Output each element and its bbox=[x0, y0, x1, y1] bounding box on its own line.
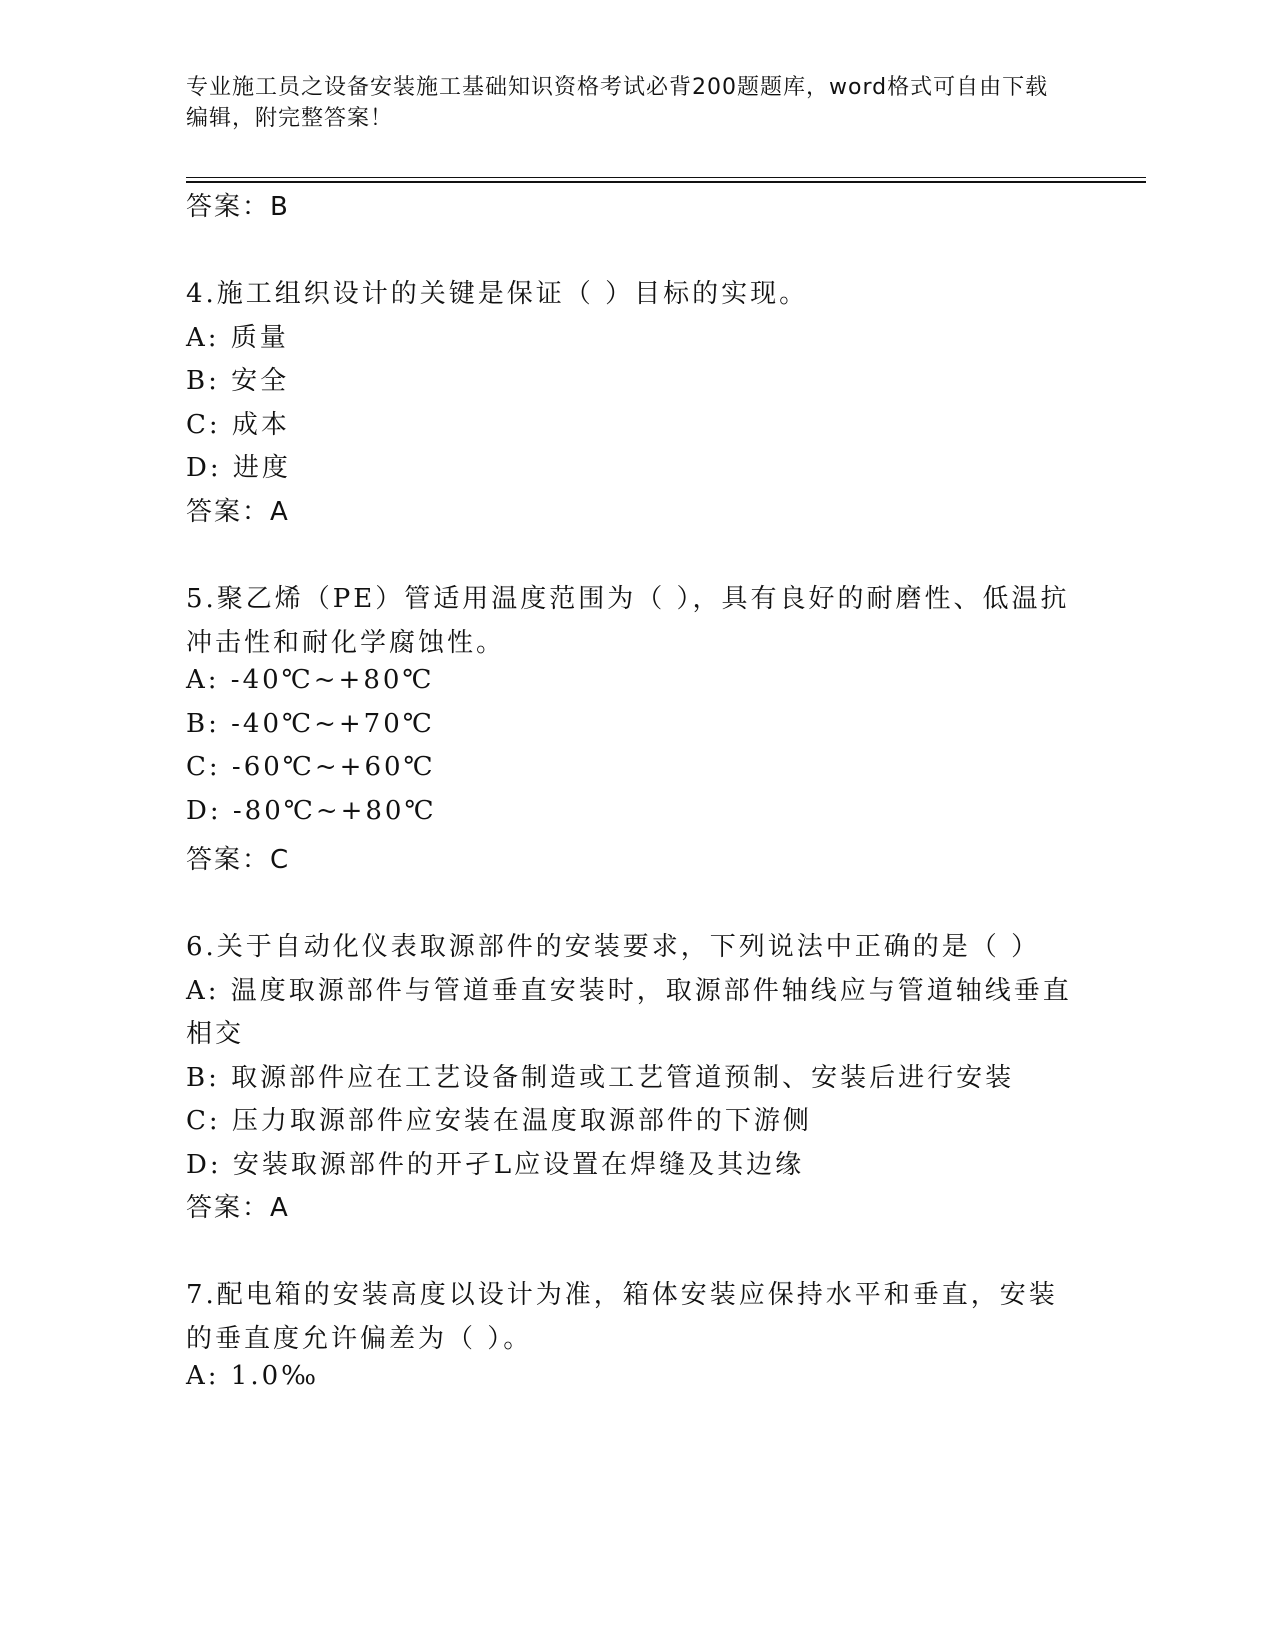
question-7-stem-line1: 7.配电箱的安装高度以设计为准，箱体安装应保持水平和垂直，安装 bbox=[186, 1280, 1058, 1310]
document-header: 专业施工员之设备安装施工基础知识资格考试必背200题题库，word格式可自由下载编辑，附完整答案！ bbox=[186, 75, 1049, 131]
question-5-stem-line1: 5.聚乙烯（PE）管适用温度范围为（ ），具有良好的耐磨性、低温抗 bbox=[186, 584, 1070, 614]
question-6-option-b: B: 取源部件应在工艺设备制造或工艺管道预制、安装后进行安装 bbox=[186, 1063, 1015, 1093]
answer-q6: 答案：A bbox=[186, 1193, 290, 1223]
question-5-option-c: C: -60℃~+60℃ bbox=[186, 752, 436, 782]
answer-q3: 答案：B bbox=[186, 192, 290, 222]
question-4-option-c: C: 成本 bbox=[186, 410, 290, 440]
header-rule-thin bbox=[186, 177, 1146, 178]
question-6-option-c: C: 压力取源部件应安装在温度取源部件的下游侧 bbox=[186, 1106, 812, 1136]
question-4-stem: 4.施工组织设计的关键是保证（ ）目标的实现。 bbox=[186, 279, 809, 309]
question-6-option-a-line1: A: 温度取源部件与管道垂直安装时，取源部件轴线应与管道轴线垂直 bbox=[186, 976, 1072, 1006]
question-6-option-d: D: 安装取源部件的开孑L应设置在焊缝及其边缘 bbox=[186, 1150, 805, 1180]
question-7-stem-line2: 的垂直度允许偏差为（ ）。 bbox=[186, 1324, 533, 1354]
question-5-stem-line2: 冲击性和耐化学腐蚀性。 bbox=[186, 628, 506, 658]
question-5-option-b: B: -40℃~+70℃ bbox=[186, 709, 435, 739]
question-4-option-a: A: 质量 bbox=[186, 323, 289, 353]
question-5-option-d: D: -80℃~+80℃ bbox=[186, 796, 437, 826]
answer-q4: 答案：A bbox=[186, 497, 290, 527]
header-rule-thick bbox=[186, 181, 1146, 183]
question-6-stem: 6.关于自动化仪表取源部件的安装要求，下列说法中正确的是（ ） bbox=[186, 932, 1041, 962]
question-4-option-d: D: 进度 bbox=[186, 453, 291, 483]
answer-q5: 答案：C bbox=[186, 845, 291, 875]
question-6-option-a-line2: 相交 bbox=[186, 1019, 245, 1049]
question-7-option-a: A: 1.0‰ bbox=[186, 1361, 320, 1391]
question-4-option-b: B: 安全 bbox=[186, 366, 290, 396]
question-5-option-a: A: -40℃~+80℃ bbox=[186, 665, 435, 695]
